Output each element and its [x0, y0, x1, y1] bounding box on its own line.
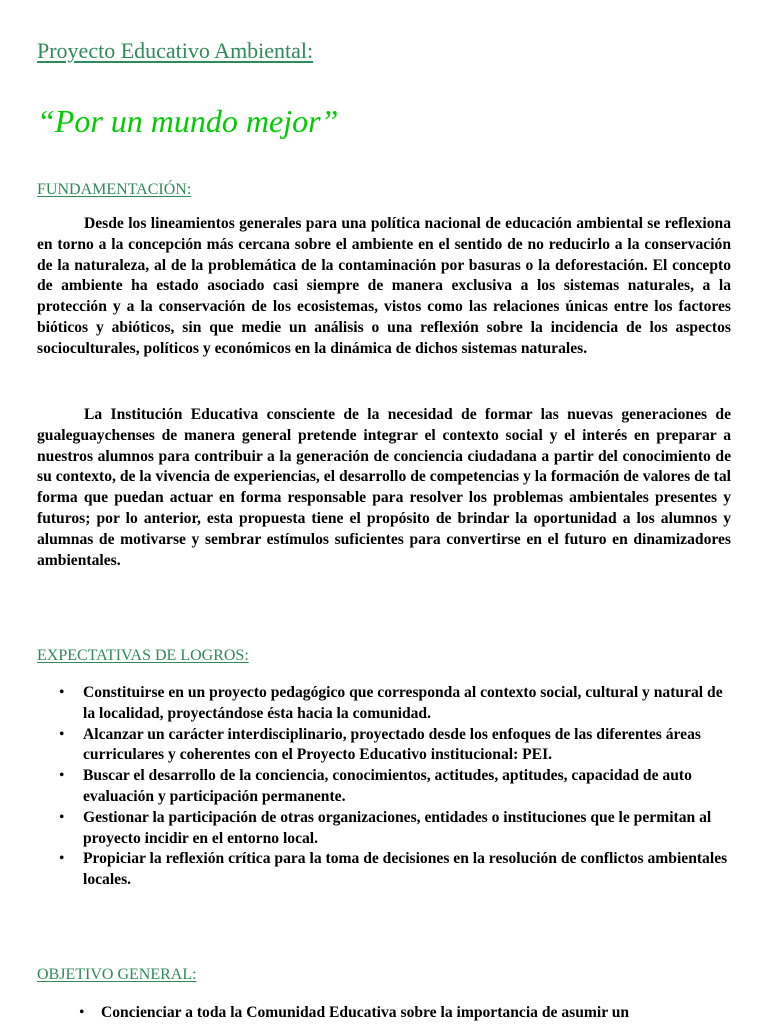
- heading-objetivo-general: OBJETIVO GENERAL:: [37, 966, 197, 983]
- list-item: [37, 808, 737, 850]
- list-objetivo-general: [37, 1003, 737, 1024]
- document-slogan: “Por un mundo mejor”: [37, 103, 339, 139]
- bullet-icon: •: [59, 808, 65, 826]
- list-item-text: Gestionar la participación de otras organizaciones, entidades o instituciones que le permitan al proyecto incidir en el entorno local.: [83, 808, 712, 847]
- list-item: [37, 1003, 737, 1024]
- bullet-icon: •: [59, 767, 65, 785]
- list-item: [37, 849, 737, 891]
- list-item-text: Propiciar la reflexión crítica para la toma de decisiones en la resolución de conflictos ambientales locales.: [83, 850, 728, 889]
- list-item: [37, 683, 737, 725]
- bullet-icon: •: [59, 725, 65, 743]
- bullet-icon: •: [79, 1004, 85, 1021]
- bullet-icon: •: [59, 850, 65, 868]
- list-item: [37, 725, 737, 767]
- heading-expectativas: EXPECTATIVAS DE LOGROS:: [37, 647, 249, 664]
- paragraph-fundamentacion-1: Desde los lineamientos generales para una política nacional de educación ambiental se reflexiona en torno a la concepción más cercana sobre el ambiente en el sentido de no reducirlo a la conservación de la naturaleza, al de la problemática de la contaminación por basuras o la deforestación. El concepto de ambiente ha estado asociado casi siempre de manera exclusiva a los sistemas naturales, a la protección y a la conservación de los ecosistemas, vistos como las relaciones únicas entre los factores bióticos y abióticos, sin que medie un análisis o una reflexión sobre la incidencia de los aspectos socioculturales, políticos y económicos en la dinámica de dichos sistemas naturales.: [37, 215, 731, 357]
- list-item-text: Concienciar a toda la Comunidad Educativa sobre la importancia de asumir un: [101, 1004, 630, 1021]
- list-item-text: Constituirse en un proyecto pedagógico que corresponda al contexto social, cultural y natural de la localidad, proyectándose ésta hacia la comunidad.: [83, 684, 723, 722]
- document-title: Proyecto Educativo Ambiental:: [37, 38, 314, 63]
- list-item-text: Alcanzar un carácter interdisciplinario, proyectado desde los enfoques de las diferentes áreas curriculares y coherentes con el Proyecto Educativo institucional: PEI.: [83, 725, 701, 764]
- list-item-text: Buscar el desarrollo de la conciencia, conocimientos, actitudes, aptitudes, capacidad de auto evaluación y participación permanente.: [83, 767, 692, 805]
- bullet-icon: •: [59, 684, 65, 701]
- list-expectativas: [37, 683, 737, 891]
- paragraph-fundamentacion-2: La Institución Educativa consciente de la necesidad de formar las nuevas generaciones de gualeguaychenses de manera general pretende integrar el contexto social y el interés en preparar a nuestros alumnos para contribuir a la generación de conciencia ciudadana a partir del conocimiento de su contexto, de la vivencia de experiencias, el desarrollo de competencias y la formación de valores de tal forma que puedan actuar en forma responsable para resolver los problemas ambientales presentes y futuros; por lo anterior, esta propuesta tiene el propósito de brindar la oportunidad a los alumnos y alumnas de motivarse y sembrar estímulos suficientes para convertirse en el futuro en dinamizadores ambientales.: [37, 406, 731, 569]
- heading-fundamentacion: FUNDAMENTACIÓN:: [37, 181, 192, 198]
- list-item: [37, 766, 737, 808]
